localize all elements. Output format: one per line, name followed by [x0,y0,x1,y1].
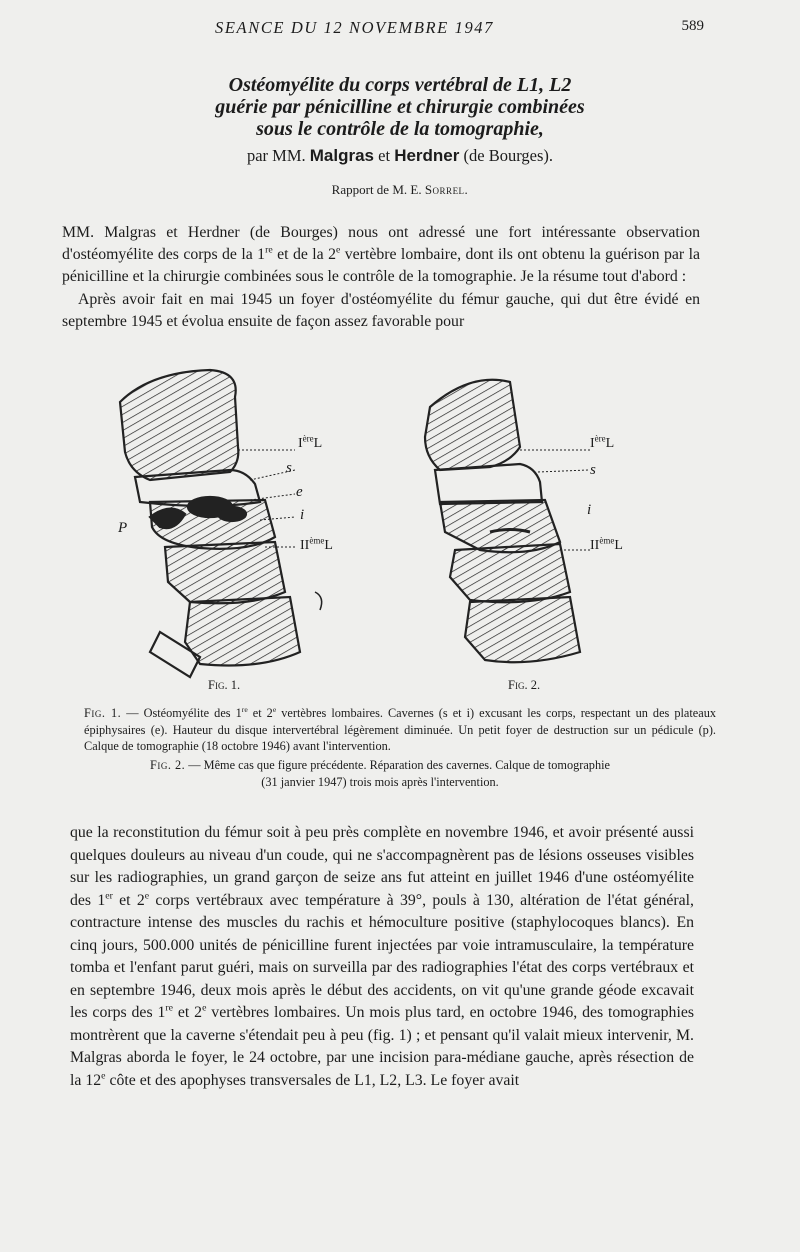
title-line-2: guérie par pénicilline et chirurgie combinées [215,96,585,118]
superscript: re [241,704,248,714]
fig2-label-i: i [587,502,592,518]
vertebra-letter: L [324,538,333,553]
caption-prefix: Fig. 1. [84,706,122,720]
body-text-top [62,222,700,333]
page-number: 589 [681,18,704,34]
authors-line [0,146,800,166]
text-run: que la reconstitution du fémur soit à peu près complète en novembre 1946, et avoir présenté aussi quelques douleurs au niveau d'un coude, qui ne s'accompagnèrent pas de lésions osseuses visibles sur les radiographies, un grand garçon de seize ans fut atteint en juillet 1946 d'une ostéomyélite des 1 [70,824,694,909]
superscript: e [272,704,277,714]
report-line [0,182,800,198]
roman-numeral: I [298,436,303,451]
roman-numeral: II [300,538,310,553]
fig1-caption-label: Fig. 1. [208,678,241,692]
fig1-label-p: P [118,520,128,536]
article-title [0,74,800,140]
text-run: — Même cas que figure précédente. Réparation des cavernes. Calque de tomographie [185,758,610,772]
text-run: vertèbres lombaires. Cavernes (s et i) excusant les corps, respectant un des plateaux épiphysaires (e). Hauteur du disque intervertébral légèrement diminuée. Un petit foyer de destruction sur un pédicule (p). Calque de tomographie (18 octobre 1946) avant l'intervention. [84,706,717,753]
text-run: et 2 [112,891,145,909]
text-run: MM. Malgras et Herdner (de Bourges) nous ont adressé une fort intéressante observation d'ostéomyélite des corps de la 1 [62,224,700,264]
superscript: ère [594,433,606,444]
body-text-bottom [70,822,694,1092]
fig1-label-e: e [296,484,303,500]
superscript: ère [302,433,314,444]
fig2-label-s: s [590,462,596,478]
fig2-caption-label: Fig. 2. [508,678,541,692]
superscript: e [202,1002,207,1014]
roman-numeral: II [590,538,600,553]
text-run: corps vertébraux avec température à 39°, pouls à 130, altération de l'état général, contracture intense des muscles du rachis et hémoculture positive (staphylocoques blancs). En cinq jours, 500.000 unités de pénicilline furent injectées par voie intramusculaire, la température tomba et l'enfant parut guéri, mais on surveilla par des radiographies l'état des corps vertébraux et en septembre 1946, deux mois après le début des accidents, on vit qu'une grande géode excavait les corps des 1 [70,891,694,1021]
vertebra-letter: L [313,436,323,451]
fig1-label-s: s [286,460,292,476]
paragraph-3 [70,822,694,1092]
caption-line-2: (31 janvier 1947) trois mois après l'intervention. [261,774,499,789]
paragraph-2: Après avoir fait en mai 1945 un foyer d'ostéomyélite du fémur gauche, qui dut être évidé en septembre 1945 et évolua ensuite de façon assez favorable pour [62,290,700,330]
text-run: et de la 2 [272,246,336,264]
text-run: côte et des apophyses transversales de L1, L2, L3. Le foyer avait [105,1071,520,1089]
figure-1-caption [84,705,716,755]
title-line-1: Ostéomyélite du corps vertébral de L1, L2 [228,74,572,96]
authors-and: et [378,146,391,165]
fig1-label-i: i [300,507,305,523]
superscript: ème [599,535,615,546]
authors-prefix: par MM. [246,146,306,165]
fig1-label-L1 [298,433,323,452]
fig2-label-L2 [590,535,623,554]
page-header [0,18,800,42]
text-run: — Ostéomyélite des 1 [121,706,242,720]
fig2-vertebrae [425,380,580,662]
fig2-label-L1 [590,433,615,452]
superscript: re [265,244,273,256]
text-run: et 2 [172,1004,203,1021]
reporter-name: Sorrel. [424,182,469,197]
text-run: et 2 [247,706,273,720]
figure-2-caption [100,757,660,790]
text-run: vertèbres lombaires. Un mois plus tard, en octobre 1946, des tomographies montrèrent que la caverne s'étendait peu à peu (fig. 1) ; et pensant qu'il valait mieux intervenir, M. Malgras aborda le foyer, le 24 octobre, par une incision para-médiane gauche, après résection de la 12 [70,1004,694,1089]
superscript: e [336,244,341,256]
vertebrae-drawing [90,352,710,702]
caption-prefix: Fig. 2. [150,758,186,772]
superscript: ème [309,535,325,546]
text-run: vertèbre lombaire, dont ils ont obtenu la guérison par la pénicilline et la chirurgie combinées sous le contrôle de la tomographie. Je la résume tout d'abord : [62,246,700,286]
vertebra-letter: L [605,436,615,451]
author-malgras: Malgras [309,146,375,165]
author-herdner: Herdner [394,146,460,165]
superscript: re [165,1002,173,1014]
vertebra-letter: L [614,538,623,553]
title-line-3: sous le contrôle de la tomographie, [256,118,544,140]
running-title: SEANCE DU 12 NOVEMBRE 1947 [215,18,494,37]
figure-tomography [90,352,710,702]
roman-numeral: I [590,436,595,451]
authors-suffix: (de Bourges). [463,146,554,165]
report-prefix: Rapport de M. E. [331,182,422,197]
fig1-vertebrae [120,370,325,677]
paragraph-1 [62,222,700,289]
superscript: er [105,890,113,902]
superscript: e [144,890,150,902]
fig1-label-L2 [300,535,333,554]
superscript: e [101,1070,106,1082]
